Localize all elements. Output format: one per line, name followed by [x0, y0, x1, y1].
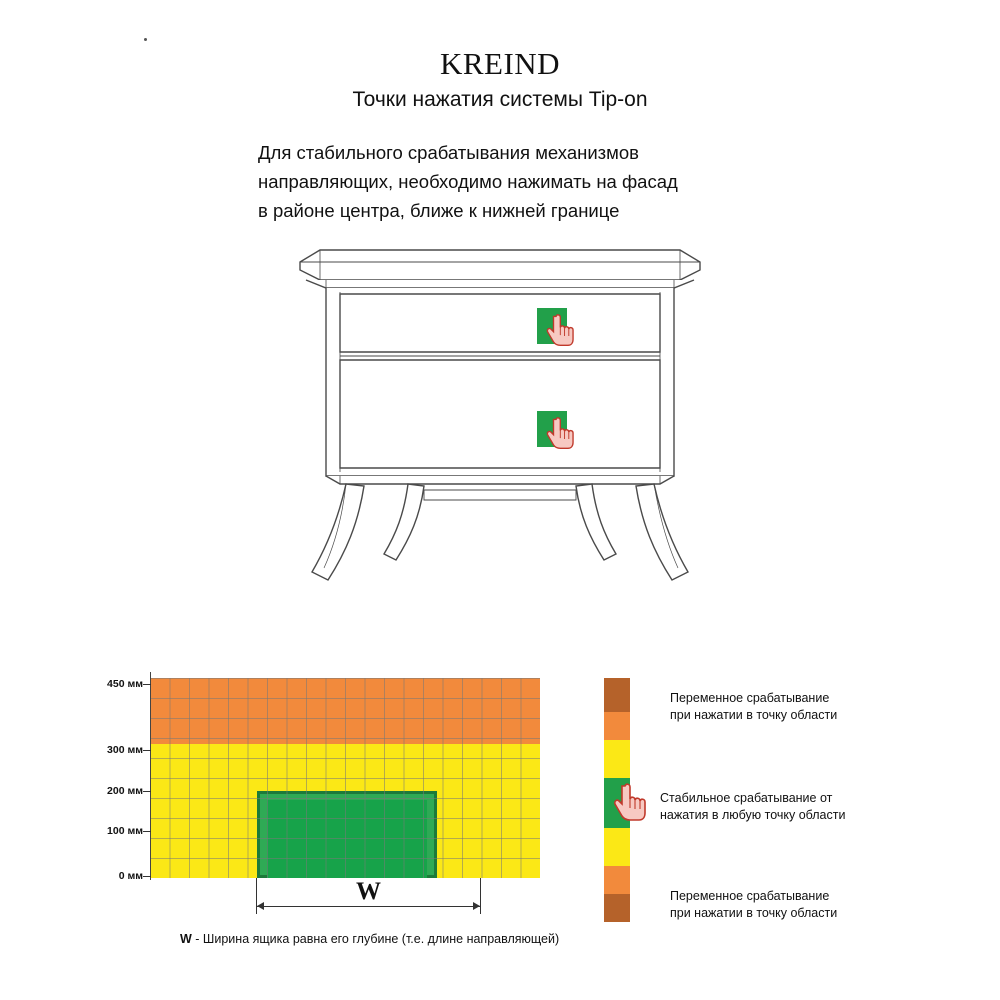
- legend-item-1-line-1: Переменное срабатывание: [670, 691, 830, 705]
- legend-item-2: [660, 790, 845, 824]
- legend-item-1: [670, 690, 837, 724]
- legend-seg-orange-top: [604, 712, 630, 740]
- page-subtitle: Точки нажатия системы Tip-on: [352, 88, 648, 111]
- legend-item-3-line-2: при нажатии в точку области: [670, 906, 838, 920]
- hand-press-icon: [612, 782, 652, 822]
- legend-seg-orange-bottom: [604, 866, 630, 894]
- nightstand-illustration: [280, 228, 720, 598]
- legend-item-2-line-2: нажатия в любую точку области: [660, 808, 846, 822]
- press-point-lower-drawer[interactable]: [537, 411, 567, 447]
- legend-item-1-line-2: при нажатии в точку области: [670, 708, 838, 722]
- y-tick-300: [143, 750, 151, 751]
- y-label-450: 450 мм: [107, 678, 143, 690]
- width-note: [180, 932, 559, 946]
- press-zone-heatmap: [150, 678, 540, 878]
- y-label-100: 100 мм: [107, 825, 143, 837]
- bracket-line: [256, 906, 481, 907]
- y-tick-200: [143, 791, 151, 792]
- hand-press-icon: [545, 313, 579, 347]
- y-tick-100: [143, 831, 151, 832]
- width-dimension-bracket: [256, 878, 481, 924]
- legend-seg-brown-bottom: [604, 894, 630, 922]
- heatmap-bands: [150, 678, 540, 878]
- intro-line-1: Для стабильного срабатывания механизмов: [258, 142, 639, 163]
- heatmap-y-axis: [150, 672, 151, 880]
- legend-item-2-line-1: Стабильное срабатывание от: [660, 791, 833, 805]
- legend-item-3: [670, 888, 837, 922]
- width-note-symbol: W: [180, 932, 192, 946]
- legend-seg-brown-top: [604, 678, 630, 712]
- width-note-text: - Ширина ящика равна его глубине (т.е. длине направляющей): [191, 932, 560, 946]
- legend-item-3-line-1: Переменное срабатывание: [670, 889, 830, 903]
- stray-dot: [144, 38, 147, 41]
- width-label: W: [356, 878, 381, 905]
- legend-seg-yellow-top: [604, 740, 630, 778]
- y-tick-450: [143, 684, 151, 685]
- y-label-300: 300 мм: [107, 744, 143, 756]
- legend-seg-yellow-bottom: [604, 828, 630, 866]
- press-point-upper-drawer[interactable]: [537, 308, 567, 344]
- y-tick-0: [143, 876, 151, 877]
- legend: [604, 678, 964, 928]
- brand-title: KREIND: [439, 46, 561, 81]
- y-label-200: 200 мм: [107, 785, 143, 797]
- intro-paragraph: [258, 138, 778, 225]
- y-label-0: 0 мм: [118, 870, 143, 882]
- intro-line-3: в районе центра, ближе к нижней границе: [258, 200, 620, 221]
- hand-press-icon: [545, 416, 579, 450]
- heatmap-gridlines: [150, 678, 540, 878]
- intro-line-2: направляющих, необходимо нажимать на фасад: [258, 171, 678, 192]
